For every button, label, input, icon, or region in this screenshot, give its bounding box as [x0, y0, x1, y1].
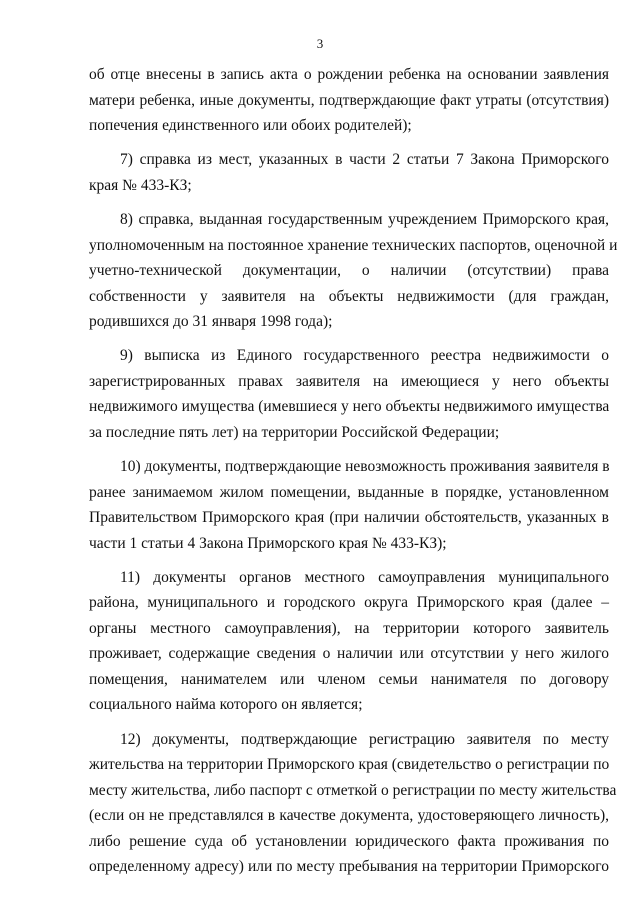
paragraph-gap: [89, 335, 609, 344]
paragraph-line: об отце внесены в запись акта о рождении ребенка на основании заявления: [89, 66, 609, 83]
paragraph-line: (если он не представлялся в качестве документа, удостоверяющего личность),: [89, 807, 609, 825]
paragraph-line: за последние пять лет) на территории Российской Федерации;: [89, 423, 500, 441]
paragraph-line: 9) выписка из Единого государственного реестра недвижимости о: [120, 347, 609, 365]
paragraph-line: родившихся до 31 января 1998 года);: [89, 313, 333, 331]
paragraph-line: 10) документы, подтверждающие невозможность проживания заявителя в: [120, 458, 610, 476]
paragraph-line: попечения единственного или обоих родителей);: [89, 117, 412, 134]
paragraph-line: недвижимого имущества (имевшиеся у него объекты недвижимого имущества: [89, 398, 610, 416]
paragraph-line: зарегистрированных правах заявителя на имеющиеся у него объекты: [89, 372, 609, 390]
paragraph-line: матери ребенка, иные документы, подтверждающие факт утраты (отсутствия): [89, 91, 609, 109]
paragraph-p12: [89, 727, 617, 880]
paragraph-line: Правительством Приморского края (при наличии обстоятельств, указанных в: [89, 509, 609, 527]
paragraph-line: проживает, содержащие сведения о наличии или отсутствии у него жилого: [89, 645, 609, 663]
paragraph-p8: [89, 207, 618, 335]
paragraph-line: 8) справка, выданная государственным учреждением Приморского края,: [120, 211, 609, 229]
paragraph-gap: [89, 556, 609, 565]
paragraph-line: социального найма которого он является;: [89, 696, 363, 714]
paragraph-line: 11) документы органов местного самоуправления муниципального: [120, 568, 609, 586]
paragraph-gap: [89, 718, 609, 727]
paragraph-p10: [89, 454, 609, 556]
document-body: [89, 62, 618, 880]
paragraph-p6-cont: [89, 62, 609, 139]
paragraph-line: части 1 статьи 4 Закона Приморского края № 433-КЗ);: [89, 534, 447, 552]
paragraph-gap: [89, 139, 609, 148]
paragraph-p9: [89, 343, 609, 445]
paragraph-line: края № 433-КЗ;: [89, 176, 192, 194]
paragraph-line: жительства на территории Приморского края (свидетельство о регистрации по: [89, 756, 610, 774]
paragraph-line: либо решение суда об установлении юридического факта проживания по: [89, 832, 609, 850]
paragraph-line: учетно-технической документации, о наличии (отсутствии) права: [89, 262, 609, 280]
paragraph-gap: [89, 198, 609, 207]
paragraph-line: уполномоченным на постоянное хранение технических паспортов, оценочной и: [89, 236, 618, 254]
paragraph-line: месту жительства, либо паспорт с отметкой о регистрации по месту жительства: [89, 781, 617, 799]
page-number: 3: [316, 36, 324, 51]
paragraph-p11: [89, 565, 609, 718]
paragraph-line: ранее занимаемом жилом помещении, выданные в порядке, установленном: [89, 483, 609, 501]
paragraph-gap: [89, 445, 609, 454]
paragraph-line: района, муниципального и городского округа Приморского края (далее –: [89, 594, 609, 612]
paragraph-line: органы местного самоуправления), на территории которого заявитель: [89, 619, 609, 637]
paragraph-line: 7) справка из мест, указанных в части 2 статьи 7 Закона Приморского: [120, 151, 609, 169]
paragraph-line: определенному адресу) или по месту пребывания на территории Приморского: [89, 858, 609, 876]
paragraph-line: помещения, нанимателем или членом семьи нанимателя по договору: [89, 670, 609, 688]
paragraph-line: 12) документы, подтверждающие регистрацию заявителя по месту: [120, 730, 609, 748]
paragraph-line: собственности у заявителя на объекты недвижимости (для граждан,: [89, 287, 609, 305]
paragraph-p7: [89, 147, 609, 198]
